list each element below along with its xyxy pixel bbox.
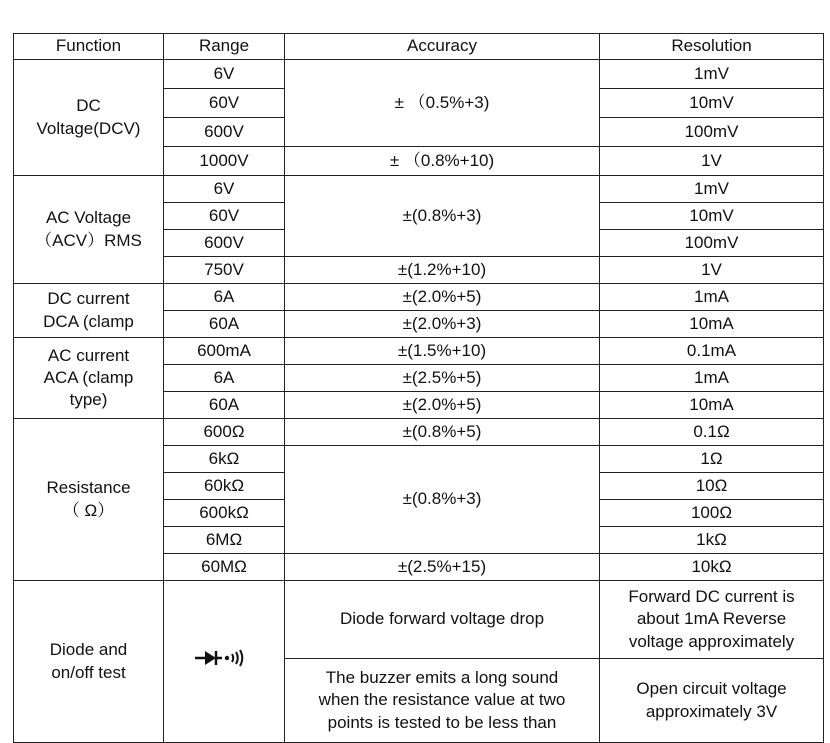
- resolution-cell: 0.1mA: [600, 338, 824, 365]
- header-resolution: Resolution: [600, 34, 824, 60]
- accuracy-cell: ±(2.0%+5): [285, 392, 600, 419]
- accuracy-cell: ±(1.5%+10): [285, 338, 600, 365]
- resolution-cell: 1mA: [600, 284, 824, 311]
- diode-accuracy-cell: [285, 581, 600, 659]
- resolution-cell: 100Ω: [600, 500, 824, 527]
- accuracy-cell: ± （0.8%+10): [285, 147, 600, 176]
- function-dca: [14, 284, 164, 338]
- resolution-cell: 10kΩ: [600, 554, 824, 581]
- function-acv: [14, 176, 164, 284]
- buzzer-accuracy-cell: [285, 659, 600, 743]
- accuracy-cell: ±(0.8%+5): [285, 419, 600, 446]
- resolution-cell: 10mV: [600, 203, 824, 230]
- function-line: DCA (clamp: [43, 311, 134, 331]
- function-line: （ Ω）: [62, 500, 115, 520]
- function-line: Voltage(DCV): [36, 118, 141, 138]
- accuracy-cell: ±(0.8%+3): [285, 176, 600, 257]
- range-cell: 600kΩ: [164, 500, 285, 527]
- function-line: （ACV）RMS: [35, 230, 142, 250]
- function-line: AC current: [47, 345, 130, 365]
- accuracy-cell: ±(1.2%+10): [285, 257, 600, 284]
- range-cell: 60MΩ: [164, 554, 285, 581]
- accuracy-cell: ± （0.5%+3): [285, 60, 600, 147]
- function-line: ACA (clamp: [43, 367, 134, 387]
- range-cell: 60kΩ: [164, 473, 285, 500]
- diode-resolution-cell: [600, 581, 824, 659]
- cell-line: about 1mA Reverse: [636, 609, 787, 629]
- resolution-cell: 1mA: [600, 365, 824, 392]
- accuracy-cell: ±(0.8%+3): [285, 446, 600, 554]
- range-cell: 60A: [164, 311, 285, 338]
- header-range: Range: [164, 34, 285, 60]
- range-cell: 60V: [164, 89, 285, 118]
- cell-line: Diode forward voltage drop: [339, 609, 545, 629]
- cell-line: Forward DC current is: [628, 587, 795, 607]
- resolution-cell: 1mV: [600, 60, 824, 89]
- range-cell: 6A: [164, 284, 285, 311]
- header-row: [14, 34, 824, 60]
- range-cell: 6A: [164, 365, 285, 392]
- spec-table: [13, 33, 824, 743]
- function-line: DC: [76, 96, 101, 116]
- cell-line: when the resistance value at two: [318, 690, 566, 710]
- function-diode: [14, 581, 164, 743]
- range-cell: 600V: [164, 118, 285, 147]
- function-line: Resistance: [46, 478, 131, 498]
- function-aca: [14, 338, 164, 419]
- range-cell: 60V: [164, 203, 285, 230]
- resolution-cell: 1kΩ: [600, 527, 824, 554]
- resolution-cell: 10Ω: [600, 473, 824, 500]
- function-line: AC Voltage: [45, 208, 132, 228]
- accuracy-cell: ±(2.0%+5): [285, 284, 600, 311]
- resolution-cell: 100mV: [600, 230, 824, 257]
- buzzer-resolution-cell: [600, 659, 824, 743]
- range-cell: 6kΩ: [164, 446, 285, 473]
- range-cell: 600Ω: [164, 419, 285, 446]
- table-row: [14, 338, 824, 365]
- table-row: [14, 419, 824, 446]
- range-cell: 750V: [164, 257, 285, 284]
- range-cell: 6MΩ: [164, 527, 285, 554]
- diode-buzzer-icon: [194, 648, 254, 668]
- diode-range-cell: [164, 581, 285, 743]
- accuracy-cell: ±(2.5%+5): [285, 365, 600, 392]
- range-cell: 600mA: [164, 338, 285, 365]
- range-cell: 60A: [164, 392, 285, 419]
- range-cell: 6V: [164, 60, 285, 89]
- table-row: [14, 581, 824, 659]
- cell-line: Open circuit voltage: [636, 679, 787, 699]
- resolution-cell: 0.1Ω: [600, 419, 824, 446]
- range-cell: 6V: [164, 176, 285, 203]
- function-line: type): [69, 390, 108, 410]
- accuracy-cell: ±(2.5%+15): [285, 554, 600, 581]
- table-row: [14, 176, 824, 203]
- resolution-cell: 1mV: [600, 176, 824, 203]
- header-accuracy: Accuracy: [285, 34, 600, 60]
- table-row: [14, 60, 824, 89]
- resolution-cell: 100mV: [600, 118, 824, 147]
- range-cell: 1000V: [164, 147, 285, 176]
- function-line: DC current: [47, 289, 130, 309]
- table-row: [14, 284, 824, 311]
- resolution-cell: 10mA: [600, 311, 824, 338]
- header-function: Function: [14, 34, 164, 60]
- resolution-cell: 10mA: [600, 392, 824, 419]
- cell-line: approximately 3V: [645, 701, 778, 721]
- cell-line: The buzzer emits a long sound: [325, 668, 559, 688]
- cell-line: points is tested to be less than: [327, 712, 557, 732]
- resolution-cell: 1Ω: [600, 446, 824, 473]
- function-dcv: [14, 60, 164, 176]
- function-line: on/off test: [51, 662, 126, 682]
- accuracy-cell: ±(2.0%+3): [285, 311, 600, 338]
- cell-line: voltage approximately: [628, 631, 795, 651]
- range-cell: 600V: [164, 230, 285, 257]
- resolution-cell: 1V: [600, 257, 824, 284]
- function-line: Diode and: [49, 640, 128, 660]
- resolution-cell: 10mV: [600, 89, 824, 118]
- resolution-cell: 1V: [600, 147, 824, 176]
- function-resistance: [14, 419, 164, 581]
